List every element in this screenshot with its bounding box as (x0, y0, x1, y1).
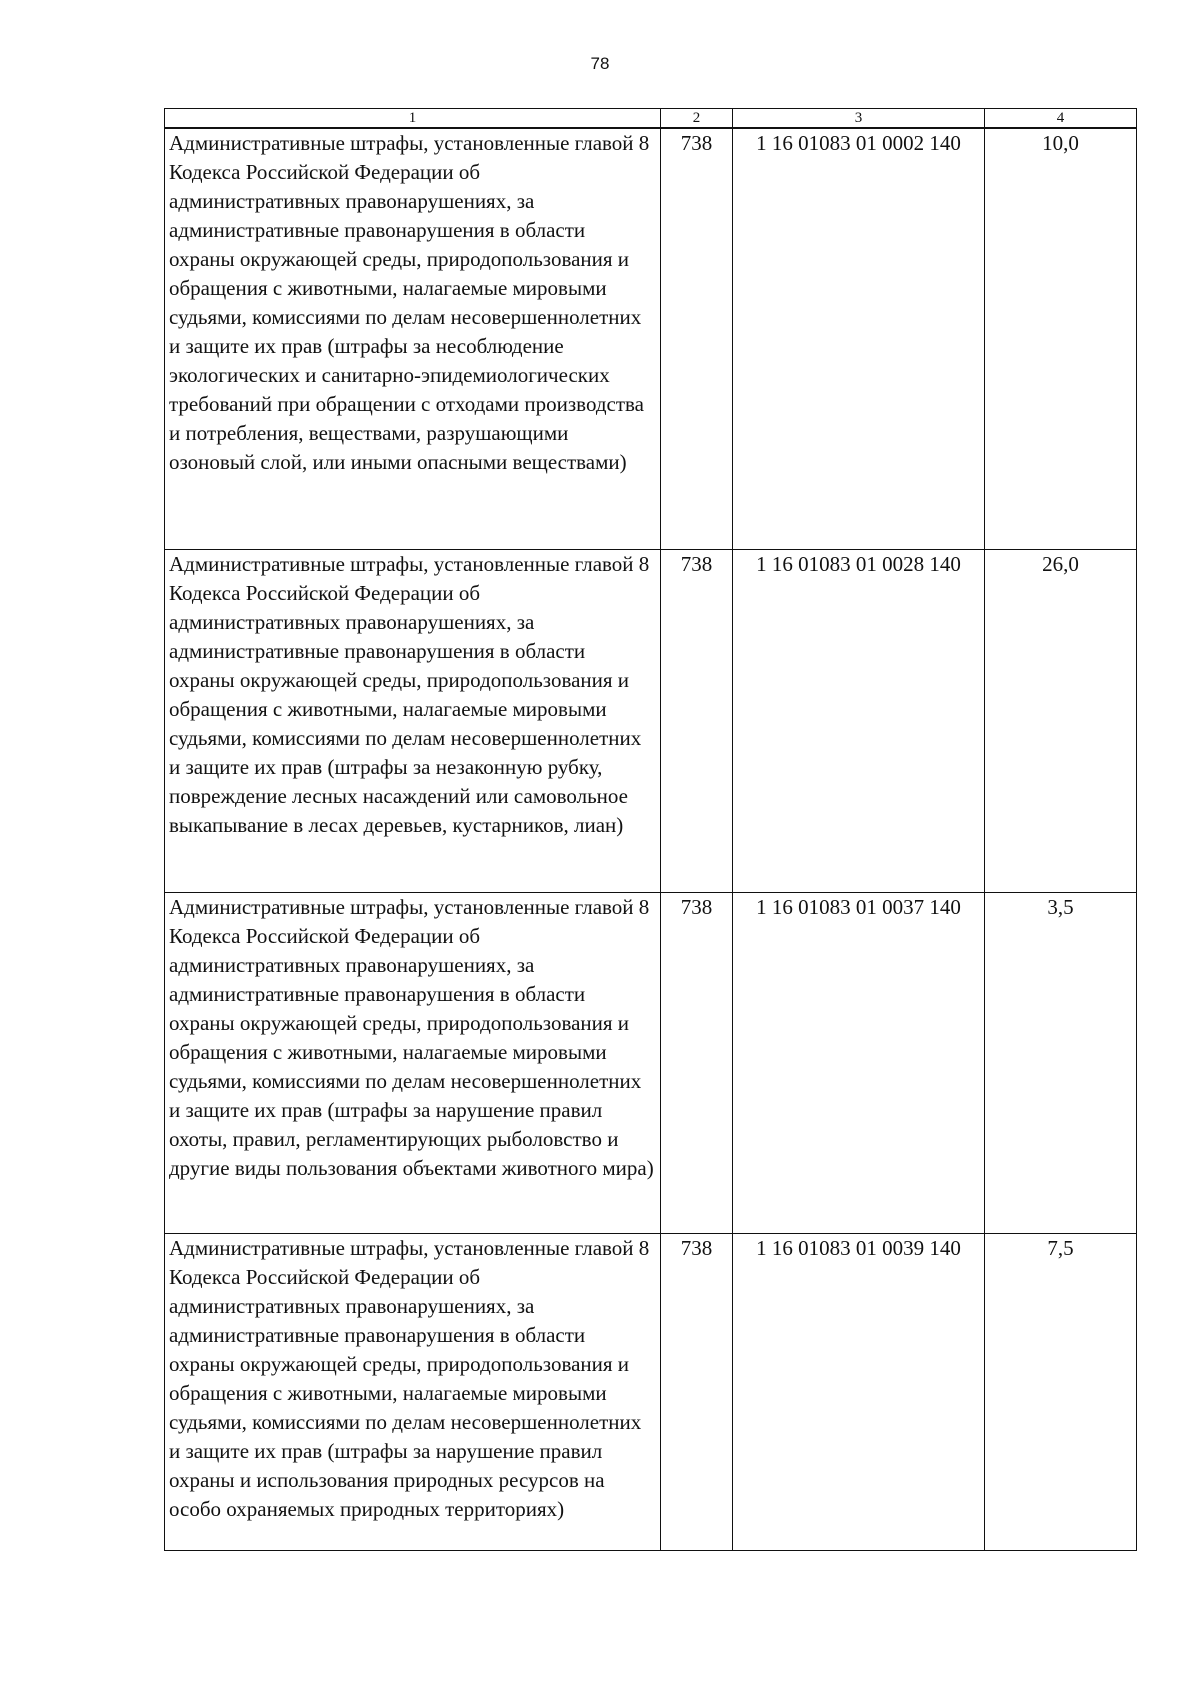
row-name-cell: Административные штрафы, установленные главой 8 Кодекса Российской Федерации об административных правонарушениях, за административные правонарушения в области охраны окружающей среды, природопользования и обращения с животными, налагаемые мировыми судьями, комиссиями по делам несовершеннолетних и защите их прав (штрафы за нарушение правил охраны и использования природных ресурсов на особо охраняемых природных территориях) (165, 1234, 661, 1551)
row-kbk-cell: 1 16 01083 01 0028 140 (733, 550, 985, 893)
column-header-4: 4 (985, 109, 1137, 129)
row-name-cell: Административные штрафы, установленные главой 8 Кодекса Российской Федерации об административных правонарушениях, за административные правонарушения в области охраны окружающей среды, природопользования и обращения с животными, налагаемые мировыми судьями, комиссиями по делам несовершеннолетних и защите их прав (штрафы за несоблюдение экологических и санитарно-эпидемиологических требований при обращении с отходами производства и потребления, веществами, разрушающими озоновый слой, или иными опасными веществами) (165, 128, 661, 550)
table-row (165, 128, 1137, 550)
row-kbk-cell: 1 16 01083 01 0039 140 (733, 1234, 985, 1551)
table-row (165, 1234, 1137, 1551)
row-amount-cell: 7,5 (985, 1234, 1137, 1551)
row-amount-cell: 3,5 (985, 893, 1137, 1234)
revenue-table (164, 108, 1137, 1551)
table-row (165, 550, 1137, 893)
row-kbk-cell: 1 16 01083 01 0002 140 (733, 128, 985, 550)
row-amount-cell: 26,0 (985, 550, 1137, 893)
row-name-cell: Административные штрафы, установленные главой 8 Кодекса Российской Федерации об административных правонарушениях, за административные правонарушения в области охраны окружающей среды, природопользования и обращения с животными, налагаемые мировыми судьями, комиссиями по делам несовершеннолетних и защите их прав (штрафы за незаконную рубку, повреждение лесных насаждений или самовольное выкапывание в лесах деревьев, кустарников, лиан) (165, 550, 661, 893)
row-admin-code-cell: 738 (661, 128, 733, 550)
column-header-3: 3 (733, 109, 985, 129)
column-header-1: 1 (165, 109, 661, 129)
column-header-2: 2 (661, 109, 733, 129)
row-name-cell: Административные штрафы, установленные главой 8 Кодекса Российской Федерации об административных правонарушениях, за административные правонарушения в области охраны окружающей среды, природопользования и обращения с животными, налагаемые мировыми судьями, комиссиями по делам несовершеннолетних и защите их прав (штрафы за нарушение правил охоты, правил, регламентирующих рыболовство и другие виды пользования объектами животного мира) (165, 893, 661, 1234)
row-admin-code-cell: 738 (661, 893, 733, 1234)
table-header-row (165, 109, 1137, 129)
row-amount-cell: 10,0 (985, 128, 1137, 550)
page-number: 78 (590, 54, 610, 73)
row-kbk-cell: 1 16 01083 01 0037 140 (733, 893, 985, 1234)
row-admin-code-cell: 738 (661, 1234, 733, 1551)
row-admin-code-cell: 738 (661, 550, 733, 893)
table-row (165, 893, 1137, 1234)
